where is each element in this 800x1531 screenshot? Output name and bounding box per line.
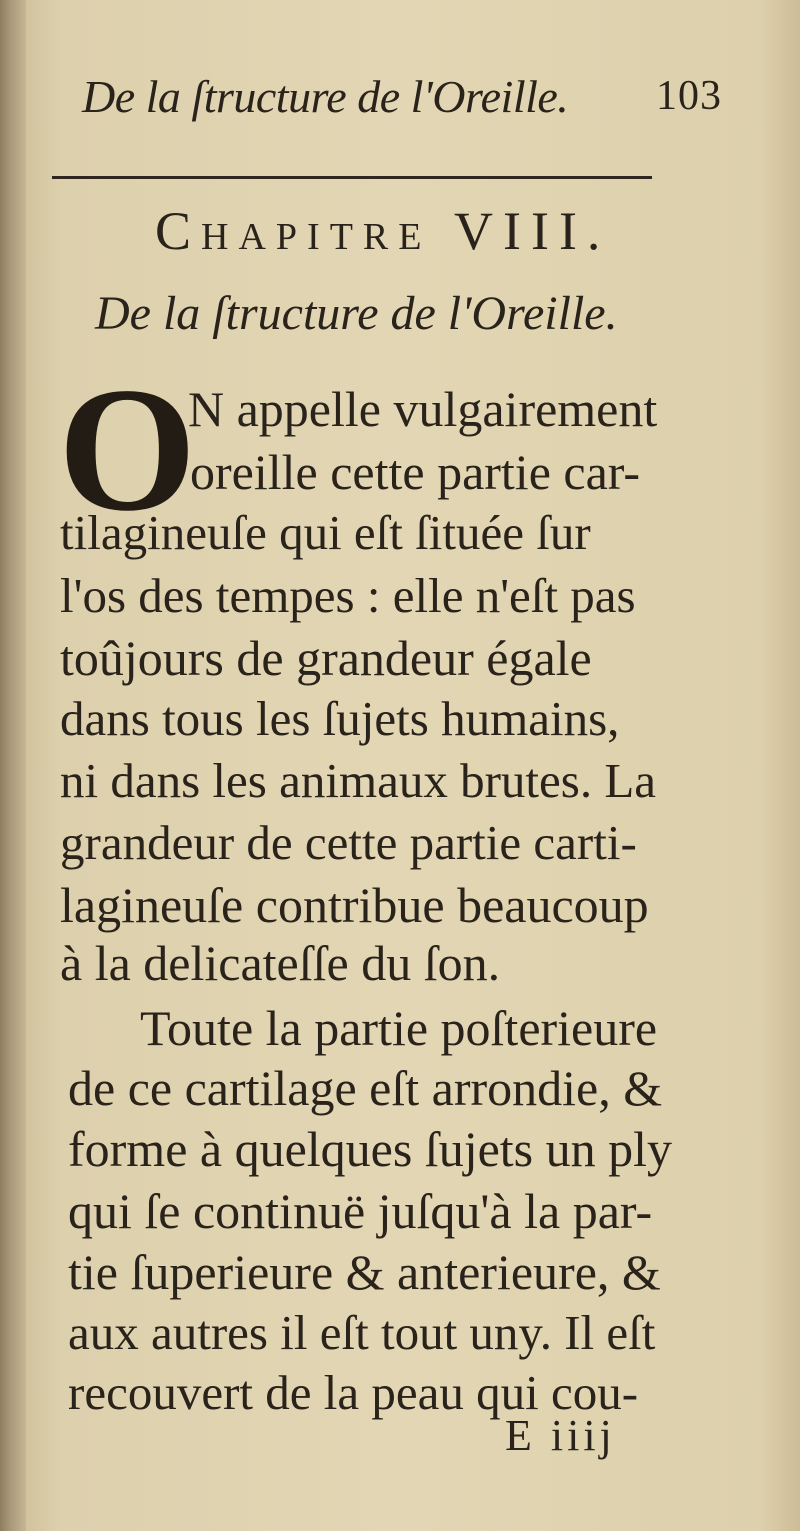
chapter-title: Chapitre VIII.	[155, 201, 611, 261]
running-head: De la ſtructure de l'Oreille.	[82, 71, 569, 122]
catchword-signature: E iiij	[505, 1411, 616, 1460]
text-line: grandeur de cette partie carti-	[60, 815, 637, 870]
text-line: tilagineuſe qui eſt ſituée ſur	[60, 505, 591, 560]
text-line: tie ſuperieure & anterieure, &	[68, 1244, 661, 1300]
header-rule	[52, 176, 652, 179]
text-line: qui ſe continuë juſqu'à la par-	[68, 1183, 653, 1239]
chapter-subtitle: De la ſtructure de l'Oreille.	[95, 287, 618, 340]
text-line: forme à quelques ſujets un ply	[68, 1121, 673, 1177]
text-line: N appelle vulgairement	[188, 381, 658, 437]
page-number: 103	[656, 73, 722, 119]
text-line: à la delicateſſe du ſon.	[60, 935, 501, 991]
text-line: de ce cartilage eſt arrondie, &	[68, 1060, 663, 1116]
text-line: dans tous les ſujets humains,	[60, 691, 620, 746]
drop-cap: O	[58, 350, 197, 548]
text-line: Toute la partie poſterieure	[140, 1000, 658, 1056]
text-line: ni dans les animaux brutes. La	[60, 753, 657, 808]
text-line: recouvert de la peau qui cou-	[68, 1365, 639, 1420]
text-line: aux autres il eſt tout uny. Il eſt	[68, 1305, 656, 1360]
text-line: l'os des tempes : elle n'eſt pas	[60, 568, 636, 623]
text-line: toûjours de grandeur égale	[60, 630, 592, 686]
page-header	[82, 70, 722, 140]
binding-gutter	[0, 0, 26, 1531]
text-line: oreille cette partie car-	[190, 444, 641, 500]
text-line: lagineuſe contribue beaucoup	[60, 877, 649, 933]
